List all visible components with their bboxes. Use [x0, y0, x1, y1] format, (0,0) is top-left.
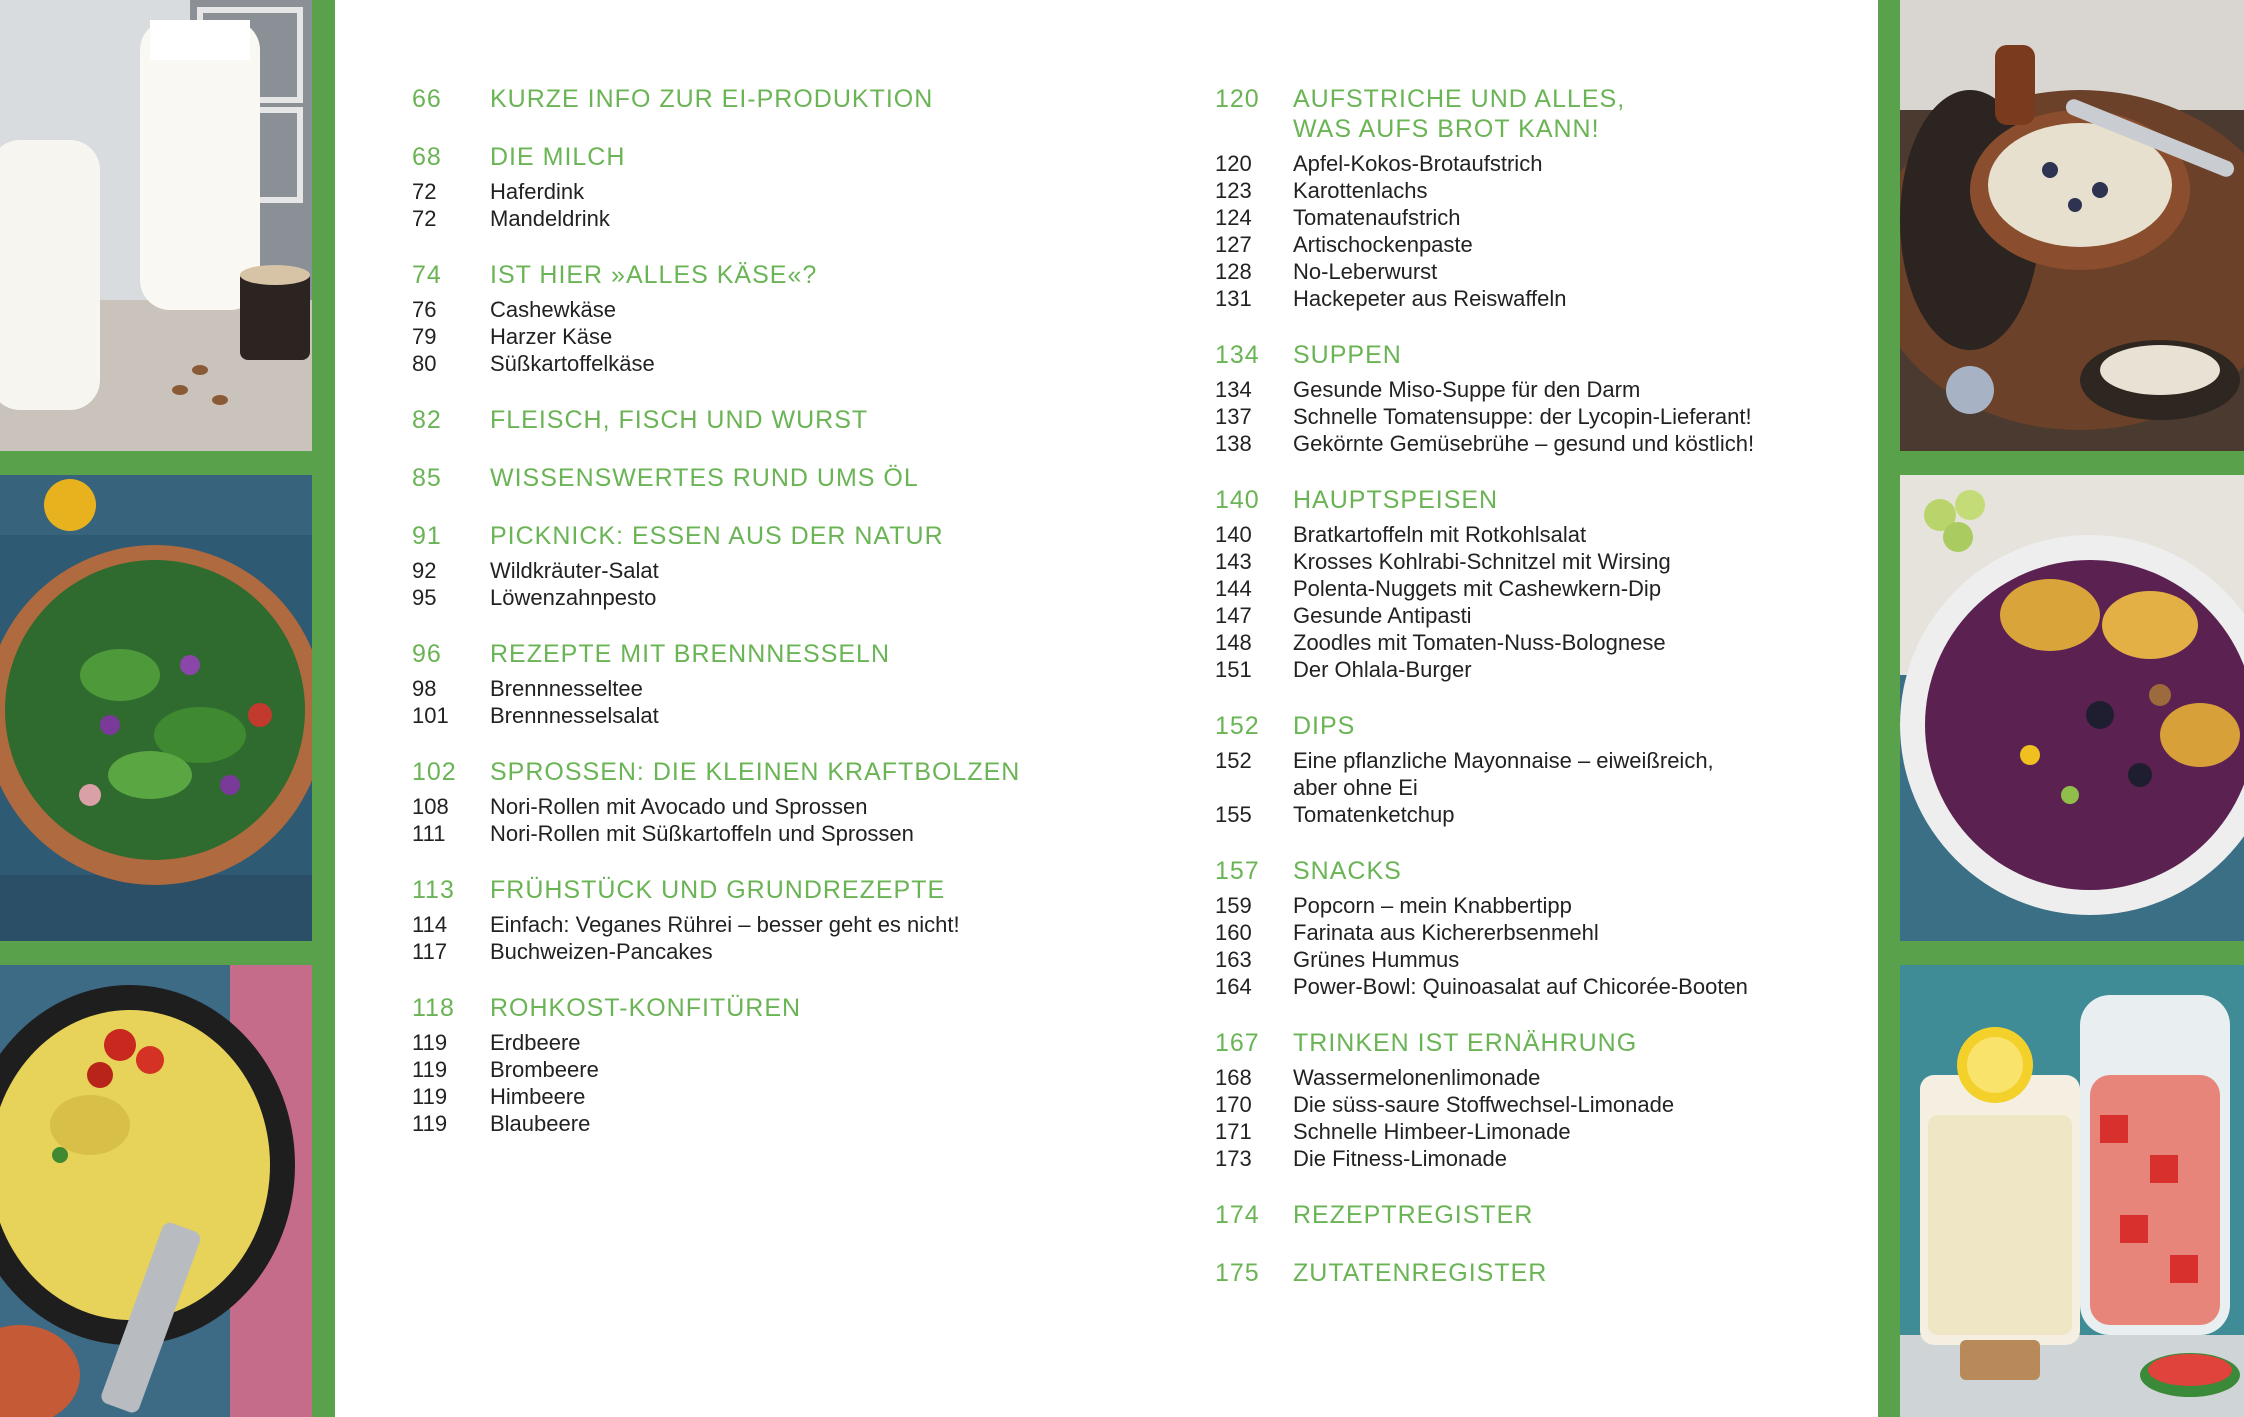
toc-entry[interactable] — [412, 584, 1112, 611]
toc-entry[interactable] — [1215, 801, 1855, 828]
toc-section — [412, 260, 1112, 377]
page-number: 137 — [1215, 404, 1252, 429]
page-number: 114 — [412, 912, 448, 937]
toc-entry[interactable] — [1215, 150, 1855, 177]
page-number: 170 — [1215, 1092, 1252, 1117]
page-number: 175 — [1215, 1259, 1260, 1287]
page-number: 138 — [1215, 431, 1252, 456]
page-number: 152 — [1215, 748, 1252, 773]
page-number: 134 — [1215, 377, 1252, 402]
page-number: 174 — [1215, 1201, 1260, 1229]
toc-heading[interactable] — [1215, 84, 1855, 144]
entry-title: Tomatenaufstrich — [1293, 205, 1461, 230]
entry-title: Gesunde Antipasti — [1293, 603, 1472, 628]
section-title-line-1: AUFSTRICHE UND ALLES, — [1293, 85, 1626, 113]
section-title: DIPS — [1293, 712, 1356, 740]
toc-heading[interactable] — [412, 875, 1112, 905]
page-number: 111 — [412, 821, 446, 846]
page-number: 119 — [412, 1057, 448, 1082]
page-number: 98 — [412, 676, 437, 701]
toc-entry[interactable] — [1215, 430, 1855, 457]
toc-entry[interactable] — [412, 350, 1112, 377]
page-number: 167 — [1215, 1029, 1260, 1057]
toc-entry[interactable] — [412, 793, 1112, 820]
page-number: 159 — [1215, 893, 1252, 918]
page-number: 157 — [1215, 857, 1260, 885]
toc-entry[interactable] — [1215, 892, 1855, 919]
toc-entry[interactable] — [412, 1110, 1112, 1137]
page-number: 140 — [1215, 522, 1252, 547]
entry-title: Popcorn – mein Knabbertipp — [1293, 893, 1572, 918]
page-number: 108 — [412, 794, 449, 819]
page-number: 168 — [1215, 1065, 1252, 1090]
toc-entry[interactable] — [412, 702, 1112, 729]
section-title: FLEISCH, FISCH UND WURST — [490, 406, 869, 434]
page-number: 95 — [412, 585, 437, 610]
toc-section — [412, 757, 1112, 847]
page-number: 85 — [412, 464, 442, 492]
toc-right-column — [1215, 84, 1855, 1316]
page-number: 79 — [412, 324, 437, 349]
toc-entry[interactable] — [412, 323, 1112, 350]
page-number: 120 — [1215, 85, 1260, 113]
section-title: KURZE INFO ZUR EI-PRODUKTION — [490, 85, 934, 113]
entry-title: Löwenzahnpesto — [490, 585, 657, 610]
entry-title: Zoodles mit Tomaten-Nuss-Bolognese — [1293, 630, 1666, 655]
toc-entry[interactable] — [412, 1083, 1112, 1110]
toc-entry[interactable] — [1215, 747, 1855, 801]
entry-title: Brennnesselsalat — [490, 703, 659, 728]
page-number: 118 — [412, 994, 455, 1022]
entry-title: Grünes Hummus — [1293, 947, 1460, 972]
entry-title: Wassermelonenlimonade — [1293, 1065, 1541, 1090]
page-number: 117 — [412, 939, 448, 964]
entry-title: Artischockenpaste — [1293, 232, 1473, 257]
entry-title: Die Fitness-Limonade — [1293, 1146, 1507, 1171]
toc-section — [412, 463, 1112, 493]
toc-entry[interactable] — [1215, 231, 1855, 258]
entry-title: Power-Bowl: Quinoasalat auf Chicorée-Booten — [1293, 974, 1748, 999]
page-number: 128 — [1215, 259, 1252, 284]
toc-heading[interactable] — [1215, 1258, 1855, 1288]
toc-entry[interactable] — [1215, 919, 1855, 946]
lemonade-pitcher-photo — [1900, 965, 2244, 1417]
entry-title: Buchweizen-Pancakes — [490, 939, 713, 964]
toc-entry[interactable] — [1215, 285, 1855, 312]
toc-entry[interactable] — [1215, 177, 1855, 204]
scrambled-tofu-pan-photo — [0, 965, 312, 1417]
potato-red-cabbage-bowl-photo — [1900, 475, 2244, 941]
entry-title: Blaubeere — [490, 1111, 591, 1136]
entry-title: Mandeldrink — [490, 206, 610, 231]
page-number: 74 — [412, 261, 442, 289]
toc-section — [1215, 1028, 1855, 1172]
section-title: IST HIER »ALLES KÄSE«? — [490, 261, 818, 289]
entry-title: Die süss-saure Stoffwechsel-Limonade — [1293, 1092, 1675, 1117]
toc-entry[interactable] — [1215, 575, 1855, 602]
toc-entry[interactable] — [412, 820, 1112, 847]
entry-title: Harzer Käse — [490, 324, 613, 349]
toc-section — [1215, 340, 1855, 457]
section-title: REZEPTE MIT BRENNNESSELN — [490, 640, 891, 668]
entry-title: Schnelle Tomatensuppe: der Lycopin-Lieferant! — [1293, 404, 1752, 429]
toc-section — [412, 405, 1112, 435]
toc-entry[interactable] — [1215, 204, 1855, 231]
entry-title: Nori-Rollen mit Süßkartoffeln und Sprossen — [490, 821, 914, 846]
toc-heading[interactable] — [412, 405, 1112, 435]
toc-section — [412, 84, 1112, 114]
page-number: 76 — [412, 297, 437, 322]
section-title: WISSENSWERTES RUND UMS ÖL — [490, 464, 919, 492]
page-number: 148 — [1215, 630, 1252, 655]
page-number: 101 — [412, 703, 449, 728]
page-number: 164 — [1215, 974, 1252, 999]
page-number: 66 — [412, 85, 442, 113]
toc-entry[interactable] — [1215, 258, 1855, 285]
toc-heading[interactable] — [412, 84, 1112, 114]
toc-entry[interactable] — [1215, 1118, 1855, 1145]
page-number: 123 — [1215, 178, 1252, 203]
toc-entry[interactable] — [1215, 548, 1855, 575]
section-title: SNACKS — [1293, 857, 1402, 885]
entry-title: Gesunde Miso-Suppe für den Darm — [1293, 377, 1641, 402]
milk-bottles-photo — [0, 0, 312, 451]
page-number: 91 — [412, 522, 442, 550]
page-number: 155 — [1215, 802, 1252, 827]
toc-entry[interactable] — [1215, 629, 1855, 656]
toc-entry[interactable] — [1215, 1064, 1855, 1091]
toc-heading[interactable] — [1215, 1028, 1855, 1058]
right-photo-strip — [1878, 0, 2244, 1417]
entry-title: Krosses Kohlrabi-Schnitzel mit Wirsing — [1293, 549, 1671, 574]
toc-entry[interactable] — [412, 557, 1112, 584]
page-number: 68 — [412, 143, 442, 171]
toc-heading[interactable] — [412, 993, 1112, 1023]
page-number: 72 — [412, 179, 437, 204]
page-number: 144 — [1215, 576, 1252, 601]
entry-title: No-Leberwurst — [1293, 259, 1438, 284]
toc-entry[interactable] — [412, 675, 1112, 702]
section-title: PICKNICK: ESSEN AUS DER NATUR — [490, 522, 944, 550]
entry-title: Wildkräuter-Salat — [490, 558, 659, 583]
section-title: HAUPTSPEISEN — [1293, 486, 1499, 514]
entry-title: Der Ohlala-Burger — [1293, 657, 1472, 682]
toc-entry[interactable] — [1215, 376, 1855, 403]
entry-title: Gekörnte Gemüsebrühe – gesund und köstlich! — [1293, 431, 1755, 456]
toc-section — [1215, 84, 1855, 312]
toc-entry[interactable] — [1215, 656, 1855, 683]
page-number: 72 — [412, 206, 437, 231]
page-number: 82 — [412, 406, 442, 434]
toc-entry[interactable] — [1215, 403, 1855, 430]
entry-title: Polenta-Nuggets mit Cashewkern-Dip — [1293, 576, 1662, 601]
toc-heading[interactable] — [412, 142, 1112, 172]
toc-section — [1215, 1258, 1855, 1288]
page-number: 96 — [412, 640, 442, 668]
section-title-line-2: WAS AUFS BROT KANN! — [1293, 115, 1600, 143]
toc-entry[interactable] — [412, 178, 1112, 205]
section-title: DIE MILCH — [490, 143, 626, 171]
toc-entry[interactable] — [1215, 973, 1855, 1000]
toc-heading[interactable] — [1215, 711, 1855, 741]
section-title: FRÜHSTÜCK UND GRUNDREZEPTE — [490, 876, 946, 904]
page-number: 173 — [1215, 1146, 1252, 1171]
toc-entry[interactable] — [412, 1029, 1112, 1056]
toc-heading[interactable] — [412, 639, 1112, 669]
toc-section — [412, 521, 1112, 611]
entry-title: Brennnesseltee — [490, 676, 643, 701]
toc-heading[interactable] — [1215, 485, 1855, 515]
entry-title: Erdbeere — [490, 1030, 581, 1055]
entry-title: Einfach: Veganes Rührei – besser geht es nicht! — [490, 912, 960, 937]
page-number: 143 — [1215, 549, 1252, 574]
toc-heading[interactable] — [412, 521, 1112, 551]
toc-heading[interactable] — [1215, 340, 1855, 370]
page-number: 171 — [1215, 1119, 1252, 1144]
toc-section — [1215, 1200, 1855, 1230]
page-number: 152 — [1215, 712, 1260, 740]
toc-section — [412, 639, 1112, 729]
section-title: ZUTATENREGISTER — [1293, 1259, 1548, 1287]
toc-section — [1215, 711, 1855, 828]
toc-heading[interactable] — [412, 757, 1112, 787]
toc-entry[interactable] — [1215, 1145, 1855, 1172]
section-title — [1293, 84, 1625, 144]
page-number: 120 — [1215, 151, 1252, 176]
toc-entry[interactable] — [1215, 602, 1855, 629]
entry-title: Nori-Rollen mit Avocado und Sprossen — [490, 794, 868, 819]
entry-title: Cashewkäse — [490, 297, 616, 322]
section-title: ROHKOST-KONFITÜREN — [490, 994, 802, 1022]
page-number: 102 — [412, 758, 457, 786]
toc-entry[interactable] — [412, 938, 1112, 965]
section-title: SPROSSEN: DIE KLEINEN KRAFTBOLZEN — [490, 758, 1021, 786]
toc-entry[interactable] — [1215, 1091, 1855, 1118]
page-number: 160 — [1215, 920, 1252, 945]
page-number: 124 — [1215, 205, 1252, 230]
entry-title: Bratkartoffeln mit Rotkohlsalat — [1293, 522, 1587, 547]
toc-section — [412, 142, 1112, 232]
entry-title: Hackepeter aus Reiswaffeln — [1293, 286, 1567, 311]
entry-title: Tomatenketchup — [1293, 802, 1455, 827]
page-number: 119 — [412, 1111, 448, 1136]
bread-spread-photo — [1900, 0, 2244, 451]
page-number: 134 — [1215, 341, 1260, 369]
page-number: 92 — [412, 558, 437, 583]
toc-heading[interactable] — [1215, 1200, 1855, 1230]
left-photo-strip — [0, 0, 335, 1417]
entry-title: Schnelle Himbeer-Limonade — [1293, 1119, 1571, 1144]
page-number: 131 — [1215, 286, 1252, 311]
section-title: SUPPEN — [1293, 341, 1402, 369]
toc-section — [412, 875, 1112, 965]
toc-entry[interactable] — [1215, 521, 1855, 548]
entry-title: Süßkartoffelkäse — [490, 351, 655, 376]
entry-title: Haferdink — [490, 179, 585, 204]
page-number: 80 — [412, 351, 437, 376]
page-number: 140 — [1215, 486, 1260, 514]
page-number: 127 — [1215, 232, 1252, 257]
toc-left-column — [412, 84, 1112, 1165]
entry-title-line-2: aber ohne Ei — [1293, 775, 1418, 800]
entry-title: Karottenlachs — [1293, 178, 1428, 203]
toc-heading[interactable] — [412, 260, 1112, 290]
toc-entry[interactable] — [412, 1056, 1112, 1083]
wild-herb-salad-photo — [0, 475, 312, 941]
toc-section — [412, 993, 1112, 1137]
page-number: 119 — [412, 1030, 448, 1055]
entry-title: Farinata aus Kichererbsenmehl — [1293, 920, 1599, 945]
page-number: 163 — [1215, 947, 1252, 972]
entry-title: Brombeere — [490, 1057, 599, 1082]
toc-entry[interactable] — [412, 911, 1112, 938]
toc-heading[interactable] — [1215, 856, 1855, 886]
entry-title: Himbeere — [490, 1084, 586, 1109]
entry-title — [1293, 747, 1714, 801]
page-number: 113 — [412, 876, 455, 904]
entry-title-line-1: Eine pflanzliche Mayonnaise – eiweißreich, — [1293, 748, 1714, 773]
section-title: REZEPTREGISTER — [1293, 1201, 1534, 1229]
page-number: 151 — [1215, 657, 1252, 682]
page-number: 119 — [412, 1084, 448, 1109]
toc-entry[interactable] — [412, 296, 1112, 323]
toc-heading[interactable] — [412, 463, 1112, 493]
entry-title: Apfel-Kokos-Brotaufstrich — [1293, 151, 1543, 176]
page-number: 147 — [1215, 603, 1252, 628]
toc-section — [1215, 856, 1855, 1000]
toc-entry[interactable] — [1215, 946, 1855, 973]
toc-section — [1215, 485, 1855, 683]
section-title: TRINKEN IST ERNÄHRUNG — [1293, 1029, 1638, 1057]
toc-entry[interactable] — [412, 205, 1112, 232]
